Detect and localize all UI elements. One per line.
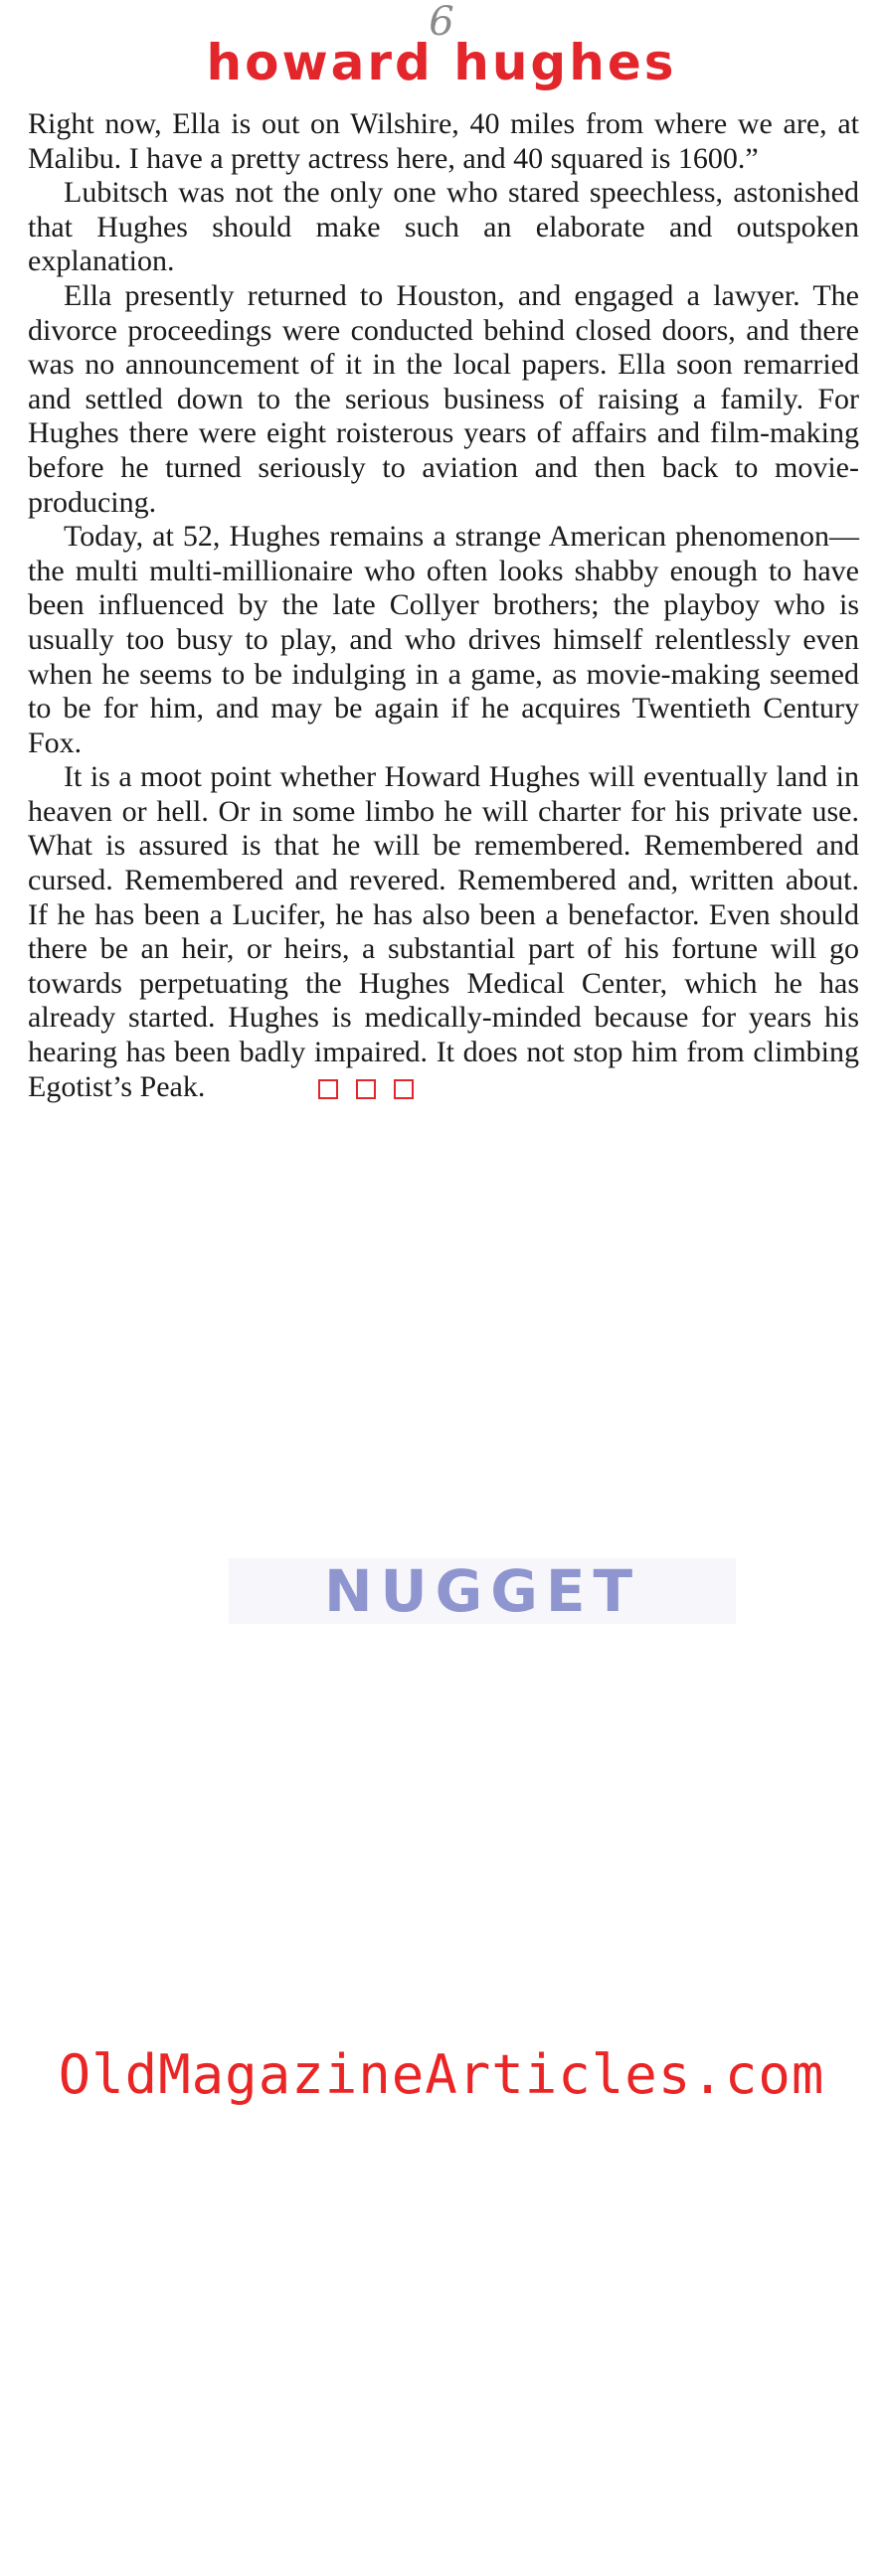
article-paragraph-4: Today, at 52, Hughes remains a strange American phenomenon—the multi multi-millionaire who often looks shabby enough to have been influenced by the late Collyer brothers; the playboy who is usually too busy to play, and who drives himself relentlessly even when he seems to be indulging in a game, as movie-making seemed to be for him, and may be again if he acquires Twentieth Century Fox. (28, 520, 859, 759)
end-mark-icon (394, 1079, 414, 1099)
article-paragraph-5-text: It is a moot point whether Howard Hughes will eventually land in heaven or hell. Or in some limbo he will charter for his private use. What is assured is that he will be remembered. Remembered and cursed. Remembered and revered. Remembered and, written about. If he has been a Lucifer, he has also been a benefactor. Even should there be an heir, or heirs, a substantial part of his fortune will go towards perpetuating the Hughes Medical Center, which he has already started. Hughes is medically-minded because for years his hearing has been badly impaired. It does not stop him from climbing Egotist’s Peak. (28, 760, 859, 1103)
article-paragraph-3: Ella presently returned to Houston, and engaged a lawyer. The divorce proceedings were conducted behind closed doors, and there was no announcement of it in the local papers. Ella soon remarried and settled down to the serious business of raising a family. For Hughes there were eight roisterous years of affairs and film-making before he turned seriously to aviation and then back to movie-producing. (28, 278, 859, 519)
site-watermark: OldMagazineArticles.com (58, 2043, 825, 2106)
end-of-article-marks (265, 1070, 414, 1105)
end-mark-icon (356, 1079, 376, 1099)
article-paragraph-1: Right now, Ella is out on Wilshire, 40 miles from where we are, at Malibu. I have a pretty actress here, and 40 squared is 1600.” (28, 107, 859, 175)
page-number: 6 (429, 0, 454, 45)
article-paragraph-5 (28, 760, 859, 1104)
magazine-logo: NUGGET (229, 1558, 736, 1624)
end-mark-icon (318, 1079, 338, 1099)
article-headline: howard hughes (206, 34, 677, 91)
article-body (28, 107, 859, 1104)
article-paragraph-2: Lubitsch was not the only one who stared speechless, astonished that Hughes should make such an elaborate and outspoken explanation. (28, 176, 859, 278)
